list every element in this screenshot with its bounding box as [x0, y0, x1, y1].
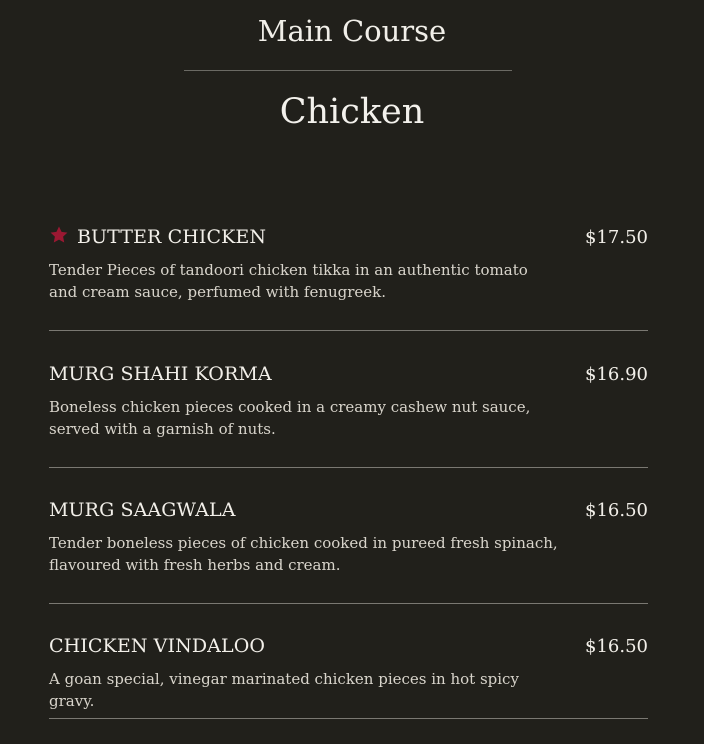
menu-item-description: A goan special, vinegar marinated chicken pieces in hot spicy gravy.: [49, 670, 519, 710]
menu-item-price: $17.50: [585, 227, 648, 248]
star-icon: [49, 225, 69, 245]
item-divider: [49, 467, 648, 468]
menu-item-description: Tender boneless pieces of chicken cooked in pureed fresh spinach, flavoured with fresh herbs and cream.: [49, 534, 558, 574]
menu-item-name: MURG SAAGWALA: [49, 499, 236, 521]
menu-item-name: MURG SHAHI KORMA: [49, 363, 272, 385]
menu-item-price: $16.90: [585, 364, 648, 385]
category-title: Chicken: [279, 92, 425, 132]
item-divider: [49, 718, 648, 719]
menu-item-description: Boneless chicken pieces cooked in a creamy cashew nut sauce, served with a garnish of nuts.: [49, 398, 531, 438]
menu-item-price: $16.50: [585, 636, 648, 657]
item-divider: [49, 603, 648, 604]
menu-item-name: BUTTER CHICKEN: [77, 226, 267, 248]
menu-item-description: Tender Pieces of tandoori chicken tikka in an authentic tomato and cream sauce, perfumed with fenugreek.: [49, 261, 528, 301]
section-title: Main Course: [257, 14, 447, 48]
menu-item-name: CHICKEN VINDALOO: [49, 635, 266, 657]
item-divider: [49, 330, 648, 331]
menu-item-price: $16.50: [585, 500, 648, 521]
title-divider: [184, 70, 512, 71]
